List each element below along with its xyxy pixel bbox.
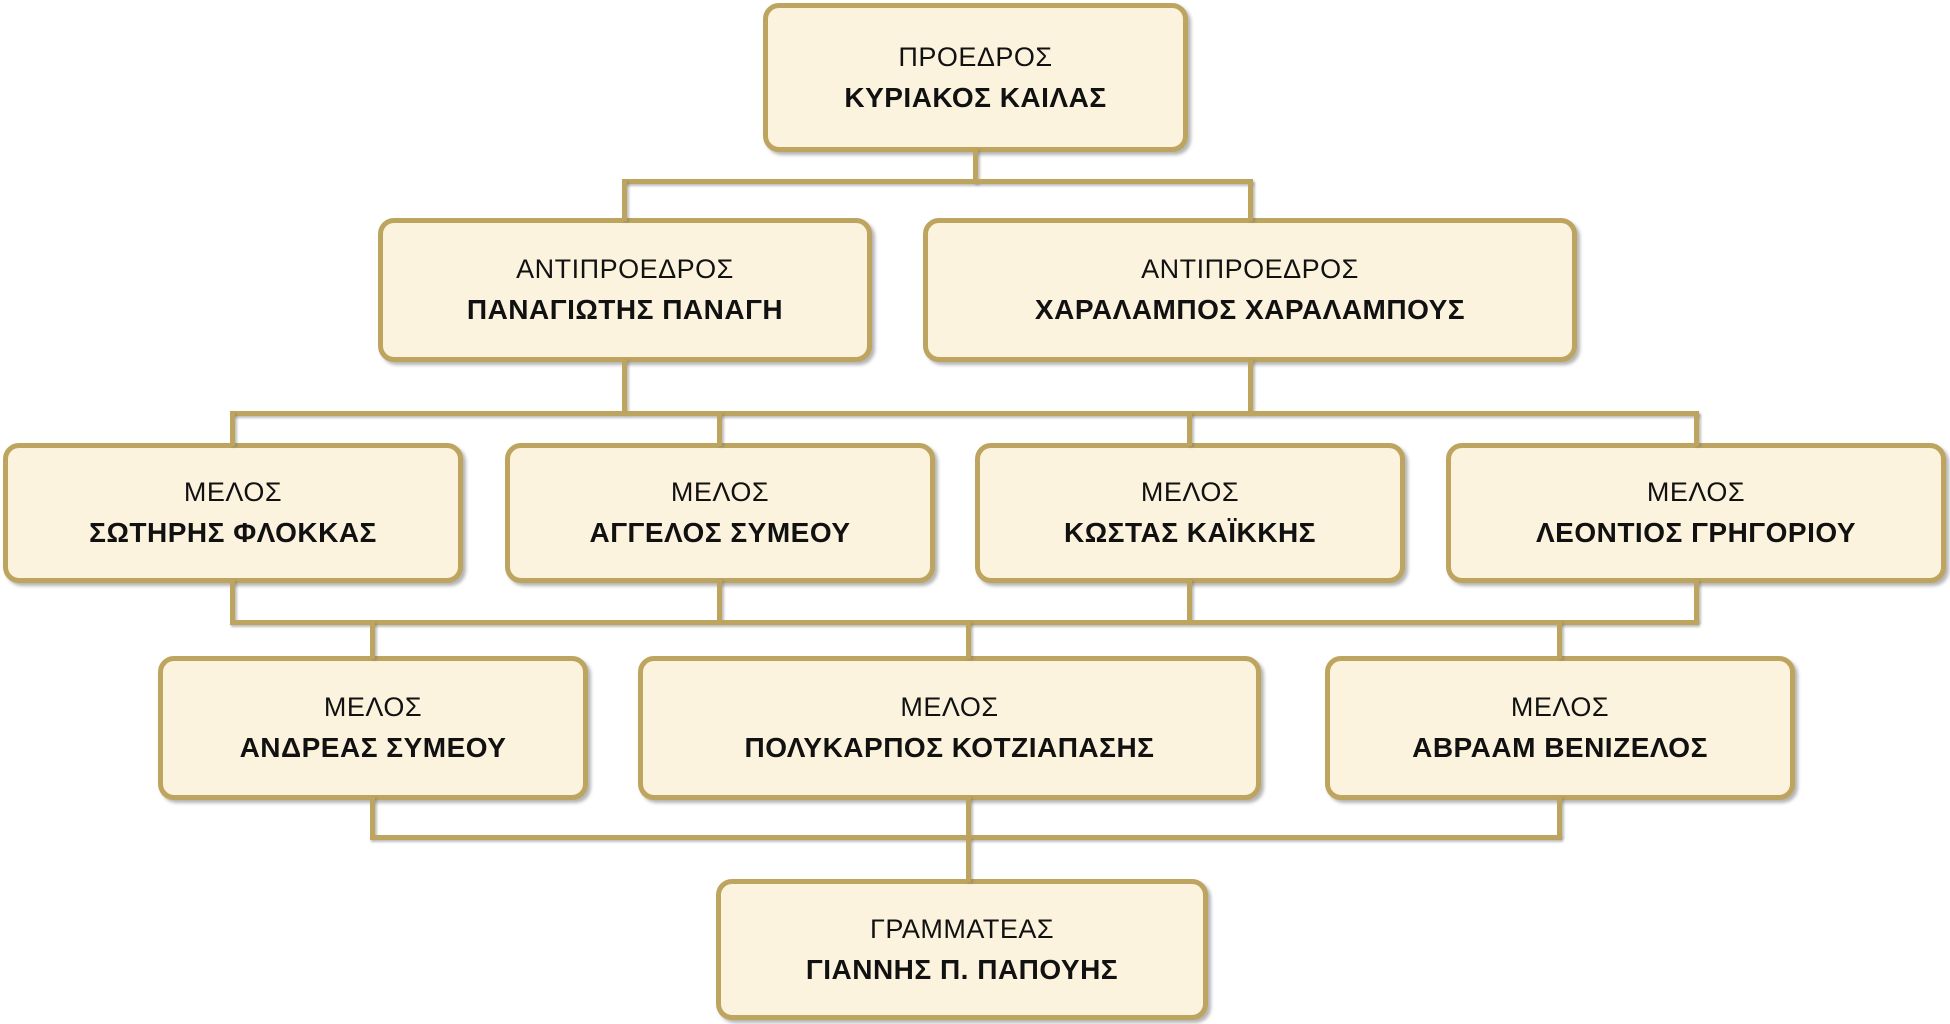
node-name: ΛΕΟΝΤΙΟΣ ΓΡΗΓΟΡΙΟΥ <box>1535 517 1857 548</box>
org-node-member-5 <box>158 656 588 800</box>
node-role: ΜΕΛΟΣ <box>1646 477 1746 507</box>
org-node-member-2 <box>505 443 935 583</box>
connector-line-v <box>1694 413 1699 446</box>
node-name: ΣΩΤΗΡΗΣ ΦΛΟΚΚΑΣ <box>89 517 377 548</box>
connector-line-v <box>370 622 375 659</box>
connector-line-v <box>1694 580 1699 623</box>
node-name: ΑΒΡΑΑΜ ΒΕΝΙΖΕΛΟΣ <box>1412 732 1708 763</box>
node-role: ΜΕΛΟΣ <box>323 692 423 722</box>
org-node-vice-president-2 <box>923 218 1577 362</box>
org-node-vice-president-1 <box>378 218 872 362</box>
node-name: ΚΥΡΙΑΚΟΣ ΚΑΙΛΑΣ <box>844 81 1107 113</box>
connector-line-v <box>1248 360 1253 414</box>
connector-line-v <box>1187 580 1192 623</box>
connector-line-h <box>230 620 1699 625</box>
connector-line-v <box>230 580 235 623</box>
node-name: ΚΩΣΤΑΣ ΚΑΪΚΚΗΣ <box>1064 517 1316 548</box>
org-node-member-4 <box>1446 443 1946 583</box>
node-name: ΠΟΛΥΚΑΡΠΟΣ ΚΟΤΖΙΑΠΑΣΗΣ <box>744 732 1155 763</box>
connector-line-v <box>966 797 971 838</box>
org-node-member-1 <box>3 443 463 583</box>
node-role: ΑΝΤΙΠΡΟΕΔΡΟΣ <box>516 254 734 284</box>
connector-line-v <box>370 797 375 838</box>
node-name: ΓΙΑΝΝΗΣ Π. ΠΑΠΟΥΗΣ <box>805 953 1119 985</box>
node-name: ΑΝΔΡΕΑΣ ΣΥΜΕΟΥ <box>239 732 507 763</box>
connector-line-v <box>1557 622 1562 659</box>
node-role: ΓΡΑΜΜΑΤΕΑΣ <box>869 913 1055 944</box>
connector-line-h <box>622 179 1253 184</box>
node-name: ΧΑΡΑΛΑΜΠΟΣ ΧΑΡΑΛΑΜΠΟΥΣ <box>1034 294 1466 325</box>
org-node-secretary <box>716 879 1208 1020</box>
connector-line-v <box>622 360 627 414</box>
org-node-member-6 <box>638 656 1261 800</box>
connector-line-v <box>966 838 971 882</box>
connector-line-v <box>230 413 235 446</box>
connector-line-v <box>717 580 722 623</box>
connector-line-v <box>1187 413 1192 446</box>
node-role: ΜΕΛΟΣ <box>900 692 999 722</box>
node-role: ΜΕΛΟΣ <box>1510 692 1610 722</box>
node-name: ΑΓΓΕΛΟΣ ΣΥΜΕΟΥ <box>589 517 851 548</box>
connector-line-v <box>717 413 722 446</box>
node-role: ΑΝΤΙΠΡΟΕΔΡΟΣ <box>1141 254 1359 284</box>
node-role: ΜΕΛΟΣ <box>1140 477 1240 507</box>
org-node-president <box>763 3 1188 152</box>
connector-line-v <box>966 622 971 659</box>
connector-line-h <box>230 411 1699 416</box>
node-role: ΜΕΛΟΣ <box>183 477 283 507</box>
connector-line-v <box>1248 181 1253 221</box>
node-role: ΜΕΛΟΣ <box>670 477 770 507</box>
connector-line-v <box>622 181 627 221</box>
org-node-member-3 <box>975 443 1405 583</box>
node-name: ΠΑΝΑΓΙΩΤΗΣ ΠΑΝΑΓΗ <box>466 294 784 325</box>
org-node-member-7 <box>1325 656 1795 800</box>
node-role: ΠΡΟΕΔΡΟΣ <box>898 41 1053 72</box>
connector-line-v <box>1557 797 1562 838</box>
